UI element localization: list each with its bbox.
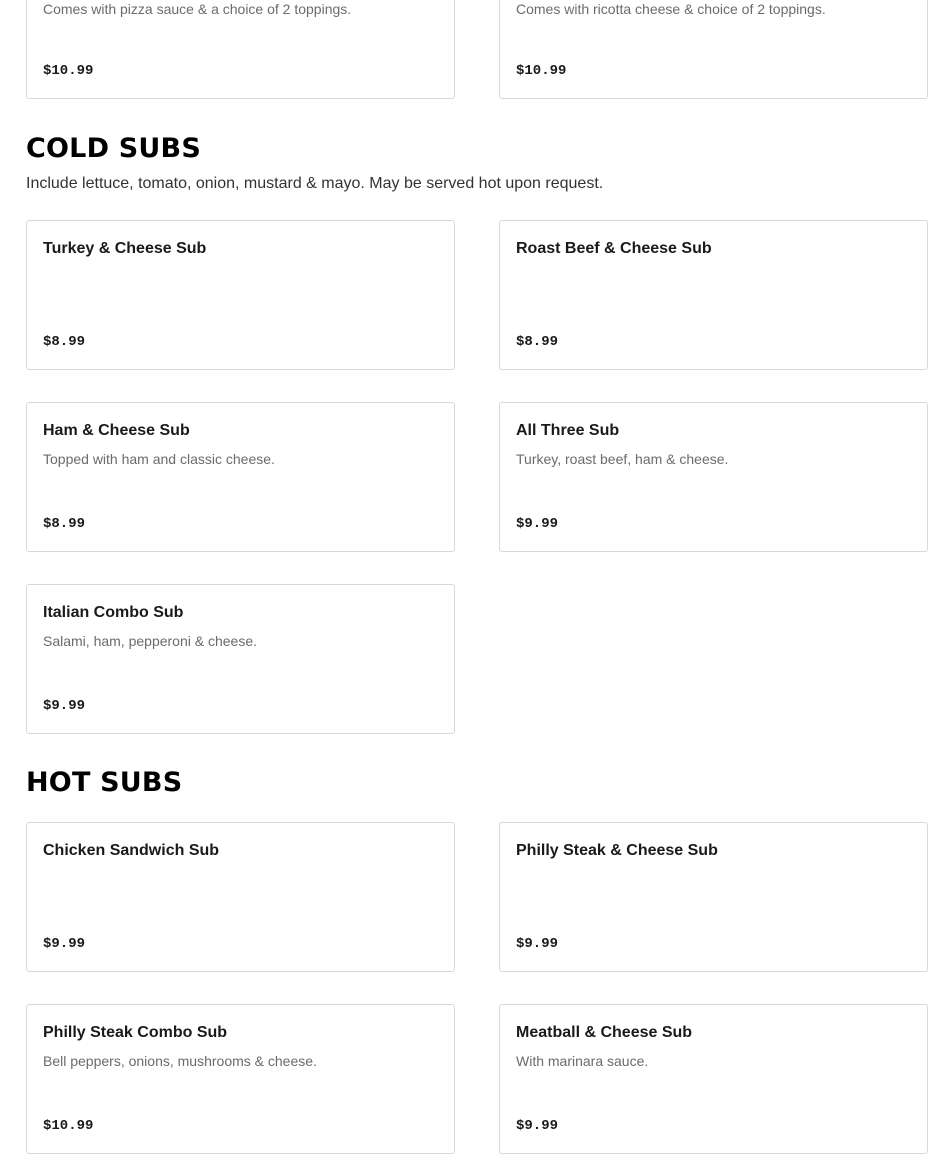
menu-item-description: Comes with pizza sauce & a choice of 2 toppings. [43,1,352,17]
menu-item-name: Philly Steak & Cheese Sub [516,842,718,859]
menu-item-price: $10.99 [516,63,567,79]
menu-item-description: Salami, ham, pepperoni & cheese. [43,633,258,649]
menu-item-description: Bell peppers, onions, mushrooms & cheese. [43,1053,317,1069]
menu-item-card-turkey-cheese-sub[interactable] [26,220,455,370]
menu-item-description: With marinara sauce. [516,1053,649,1069]
menu-item-card-meatball-cheese-sub[interactable] [499,1004,928,1154]
menu-item-price: $9.99 [43,698,86,714]
menu-item-price: $9.99 [516,1118,559,1134]
section-title-cold-subs: COLD SUBS [26,133,201,164]
menu-item-price: $9.99 [516,516,559,532]
menu-item-card-italian-combo-sub[interactable] [26,584,455,734]
menu-item-name: Chicken Sandwich Sub [43,842,220,859]
menu-item-description: Comes with ricotta cheese & choice of 2 toppings. [516,1,826,17]
menu-item-card-philly-steak-combo-sub[interactable] [26,1004,455,1154]
menu-item-card-all-three-sub[interactable] [499,402,928,552]
menu-item-description: Topped with ham and classic cheese. [43,451,275,467]
menu-item-price: $9.99 [43,936,86,952]
menu-item-card-roast-beef-cheese-sub[interactable] [499,220,928,370]
section-title-hot-subs: HOT SUBS [26,767,183,798]
menu-item-price: $10.99 [43,63,94,79]
menu-item-name: Ham & Cheese Sub [43,422,190,439]
menu-item-name: Turkey & Cheese Sub [43,240,207,257]
menu-item-name: Philly Steak Combo Sub [43,1024,228,1041]
section-subtitle-cold-subs: Include lettuce, tomato, onion, mustard & mayo. May be served hot upon request. [26,175,604,192]
menu-item-card-chicken-sandwich-sub[interactable] [26,822,455,972]
menu-item-card-ham-cheese-sub[interactable] [26,402,455,552]
menu-item-name: All Three Sub [516,422,620,439]
menu-item-price: $8.99 [516,334,559,350]
menu-item-price: $10.99 [43,1118,94,1134]
menu-item-price: $8.99 [43,516,86,532]
menu-item-name: Roast Beef & Cheese Sub [516,240,712,257]
menu-item-card[interactable] [499,0,928,99]
menu-item-card[interactable] [26,0,455,99]
menu-item-description: Turkey, roast beef, ham & cheese. [516,451,729,467]
menu-item-name: Italian Combo Sub [43,604,184,621]
menu-item-price: $8.99 [43,334,86,350]
menu-item-price: $9.99 [516,936,559,952]
menu-item-card-philly-steak-cheese-sub[interactable] [499,822,928,972]
menu-item-name: Meatball & Cheese Sub [516,1024,693,1041]
